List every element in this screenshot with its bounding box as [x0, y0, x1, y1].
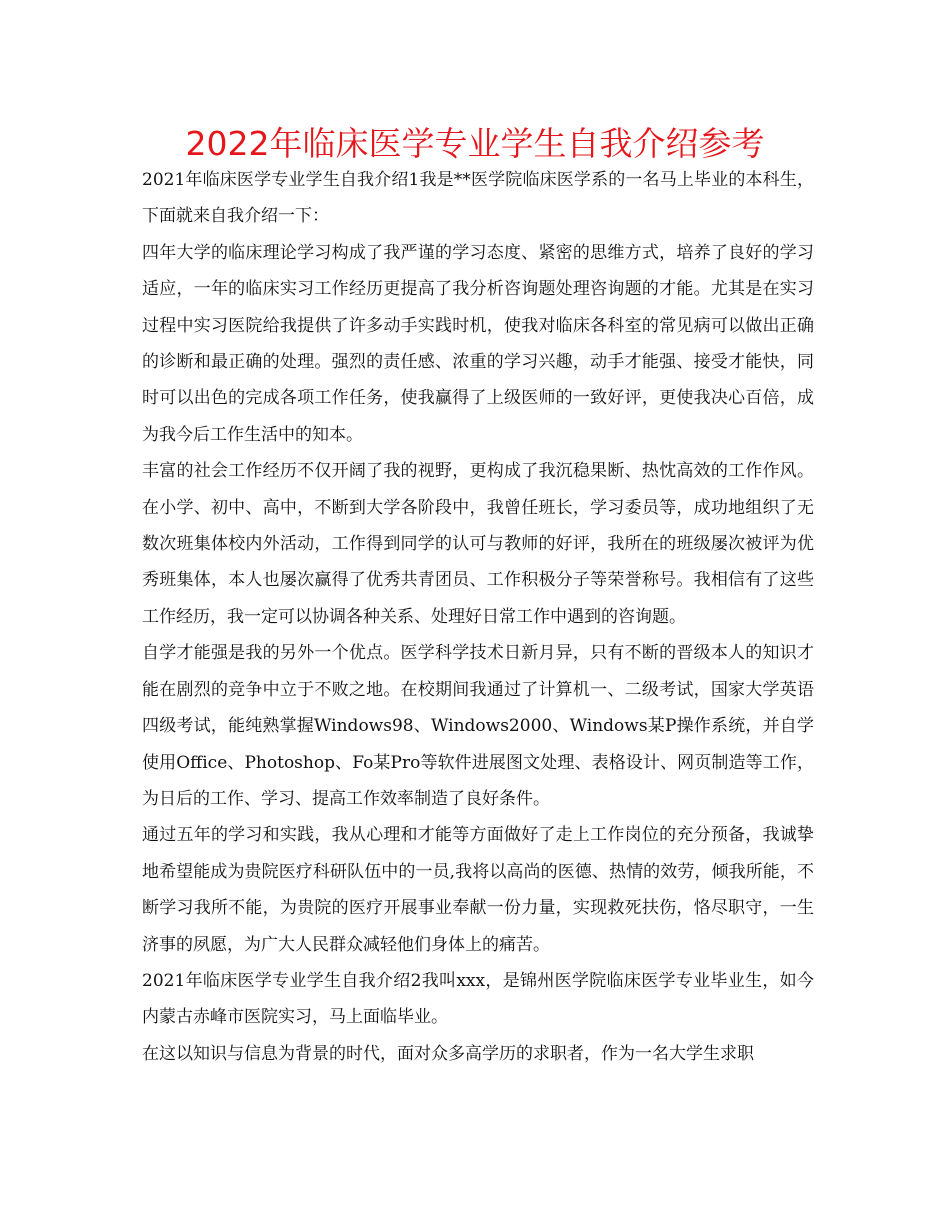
document-body [142, 162, 814, 1072]
paragraph: 在这以知识与信息为背景的时代，面对众多高学历的求职者，作为一名大学生求职 [142, 1043, 754, 1064]
paragraph: 2021年临床医学专业学生自我介绍2我叫xxx，是锦州医学院临床医学专业毕业生，如今内蒙古赤峰市医院实习，马上面临毕业。 [142, 970, 814, 1028]
paragraph: 自学才能强是我的另外一个优点。医学科学技术日新月异，只有不断的晋级本人的知识才能在剧烈的竞争中立于不败之地。在校期间我通过了计算机一、二级考试，国家大学英语四级考试，能纯熟掌握Windows98、Windows2000、Windows某P操作系统，并自学使用Office、Photoshop、Fo某Pro等软件进展图文处理、表格设计、网页制造等工作，为日后的工作、学习、提高工作效率制造了良好条件。 [142, 643, 814, 809]
paragraph: 2021年临床医学专业学生自我介绍1我是**医学院临床医学系的一名马上毕业的本科生，下面就来自我介绍一下： [142, 170, 814, 227]
document-title: 2022年临床医学专业学生自我介绍参考 [185, 124, 765, 163]
paragraph: 丰富的社会工作经历不仅开阔了我的视野，更构成了我沉稳果断、热忱高效的工作作风。在小学、初中、高中，不断到大学各阶段中，我曾任班长，学习委员等，成功地组织了无数次班集体校内外活动，工作得到同学的认可与教师的好评，我所在的班级屡次被评为优秀班集体，本人也屡次赢得了优秀共青团员、工作积极分子等荣誉称号。我相信有了这些工作经历，我一定可以协调各种关系、处理好日常工作中遇到的咨询题。 [142, 461, 814, 627]
paragraph: 通过五年的学习和实践，我从心理和才能等方面做好了走上工作岗位的充分预备，我诚挚地希望能成为贵院医疗科研队伍中的一员,我将以高尚的医德、热情的效劳，倾我所能，不断学习我所不能，为贵院的医疗开展事业奉献一份力量，实现救死扶伤，恪尽职守，一生济事的夙愿，为广大人民群众减轻他们身体上的痛苦。 [142, 825, 814, 955]
paragraph: 四年大学的临床理论学习构成了我严谨的学习态度、紧密的思维方式，培养了良好的学习适应，一年的临床实习工作经历更提高了我分析咨询题处理咨询题的才能。尤其是在实习过程中实习医院给我提供了许多动手实践时机，使我对临床各科室的常见病可以做出正确的诊断和最正确的处理。强烈的责任感、浓重的学习兴趣，动手才能强、接受才能快，同时可以出色的完成各项工作任务，使我赢得了上级医师的一致好评，更使我决心百倍，成为我今后工作生活中的知本。 [142, 242, 814, 445]
